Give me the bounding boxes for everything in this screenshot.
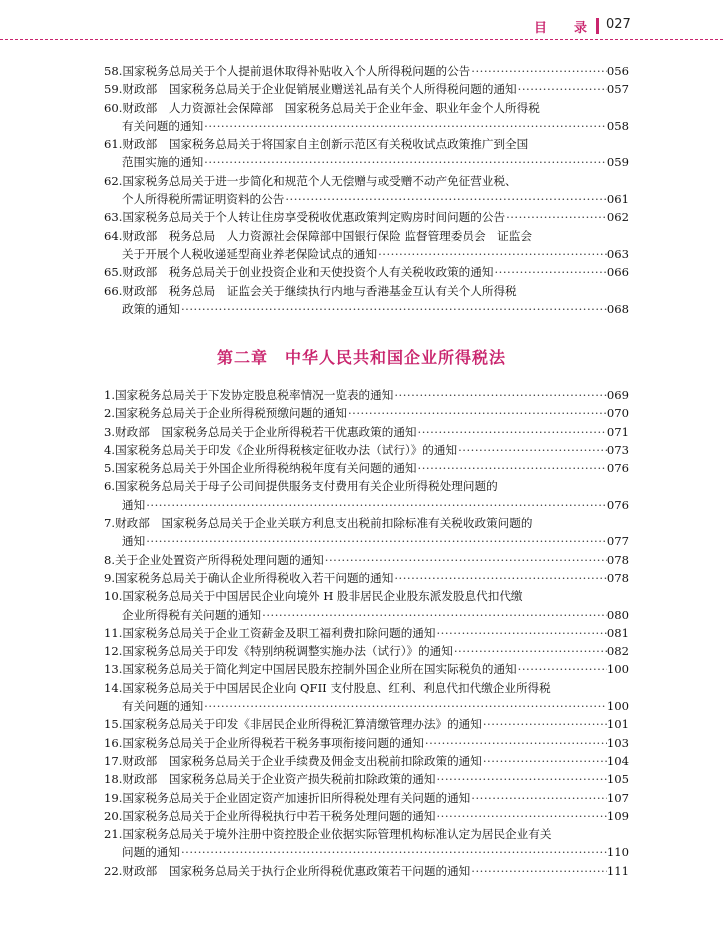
toc-entry-number: 13. — [104, 662, 123, 677]
toc-entry-title: 国家税务总局关于企业工资薪金及职工福利费扣除问题的通知 — [122, 625, 436, 640]
toc-entry-title: 财政部 税务总局 人力资源社会保障部中国银行保险 监督管理委员会 证监会 — [122, 228, 532, 243]
toc-entry-line — [104, 514, 629, 532]
dot-leader — [470, 62, 607, 80]
toc-entry-number: 20. — [104, 808, 123, 823]
toc-entry[interactable] — [104, 825, 629, 862]
toc-entry-page: 058 — [606, 118, 629, 133]
toc-entry-page: 073 — [606, 442, 629, 457]
toc-entry-title: 政策的通知 — [122, 301, 180, 316]
toc-entry-number: 9. — [104, 570, 116, 585]
toc-entry-page: 107 — [606, 790, 629, 805]
toc-entry-line — [104, 80, 629, 98]
toc-entry-number: 10. — [104, 589, 123, 604]
toc-entry-number: 8. — [104, 552, 116, 567]
toc-entry-line — [104, 587, 629, 605]
toc-entry-title: 财政部 国家税务总局关于企业关联方利息支出税前扣除标准有关税收政策问题的 — [115, 516, 533, 531]
dot-leader — [470, 862, 607, 880]
page-number: 027 — [606, 17, 631, 32]
toc-entry-page: 110 — [606, 845, 629, 860]
toc-entry-page: 081 — [606, 625, 629, 640]
toc-entry-continuation — [104, 496, 629, 514]
toc-entry-continuation — [104, 153, 629, 171]
toc-entry-number: 14. — [104, 680, 123, 695]
dot-leader — [470, 789, 607, 807]
toc-entry[interactable] — [104, 734, 629, 752]
toc-entry-number: 22. — [104, 863, 123, 878]
toc-entry-page: 076 — [606, 497, 629, 512]
toc-entry[interactable] — [104, 282, 629, 319]
toc-entry-page: 078 — [606, 552, 629, 567]
toc-section-chapter2 — [104, 386, 629, 880]
toc-entry[interactable] — [104, 679, 629, 716]
dot-leader — [436, 770, 607, 788]
toc-entry-title: 通知 — [122, 534, 146, 549]
toc-entry-line — [104, 423, 629, 441]
toc-entry[interactable] — [104, 770, 629, 788]
toc-entry-title: 财政部 人力资源社会保障部 国家税务总局关于企业年金、职业年金个人所得税 — [122, 100, 540, 115]
toc-entry[interactable] — [104, 172, 629, 209]
dot-leader — [261, 606, 607, 624]
toc-entry-title: 个人所得税所需证明资料的公告 — [122, 192, 285, 207]
toc-entry[interactable] — [104, 404, 629, 422]
toc-entry-page: 100 — [606, 662, 629, 677]
toc-section-chapter1-tail — [104, 62, 629, 318]
dot-leader — [393, 386, 607, 404]
dot-leader — [436, 624, 607, 642]
toc-entry-title: 国家税务总局关于企业所得税预缴问题的通知 — [115, 406, 347, 421]
toc-entry-page: 063 — [606, 246, 629, 261]
dot-leader — [517, 80, 607, 98]
toc-entry[interactable] — [104, 862, 629, 880]
toc-entry-number: 1. — [104, 388, 116, 402]
toc-entry-title: 问题的通知 — [122, 845, 180, 860]
toc-entry-page: 057 — [606, 82, 629, 97]
toc-entry-number: 60. — [104, 100, 123, 115]
toc-entry-number: 4. — [104, 442, 116, 457]
toc-entry[interactable] — [104, 423, 629, 441]
toc-entry-number: 63. — [104, 210, 123, 225]
dot-leader — [324, 551, 607, 569]
toc-entry[interactable] — [104, 99, 629, 136]
toc-entry-title: 财政部 国家税务总局关于企业所得税若干优惠政策的通知 — [115, 424, 417, 439]
toc-entry-page: 068 — [606, 301, 629, 316]
toc-entry-page: 105 — [606, 772, 629, 787]
toc-entry-page: 103 — [606, 735, 629, 750]
toc-entry-page: 109 — [606, 808, 629, 823]
toc-entry-title: 国家税务总局关于境外注册中资控股企业依据实际管理机构标准认定为居民企业有关 — [122, 827, 552, 842]
toc-entry[interactable] — [104, 587, 629, 624]
toc-entry-line — [104, 862, 629, 880]
toc-entry-line — [104, 770, 629, 788]
header-divider — [0, 39, 723, 40]
toc-entry-title: 国家税务总局关于母子公司间提供服务支付费用有关企业所得税处理问题的 — [115, 479, 498, 494]
toc-entry-title: 有关问题的通知 — [122, 699, 204, 714]
dot-leader — [417, 459, 607, 477]
toc-entry-line — [104, 642, 629, 660]
toc-entry-number: 59. — [104, 82, 123, 97]
toc-entry-line — [104, 282, 629, 300]
toc-entry-number: 7. — [104, 516, 116, 531]
toc-entry-title: 关于开展个人税收递延型商业养老保险试点的通知 — [122, 246, 378, 261]
dot-leader — [453, 642, 607, 660]
toc-entry-line — [104, 807, 629, 825]
toc-entry-title: 国家税务总局关于外国企业所得税纳税年度有关问题的通知 — [115, 461, 417, 476]
toc-entry-line — [104, 660, 629, 678]
toc-entry-line — [104, 441, 629, 459]
dot-leader — [482, 752, 607, 770]
toc-entry-title: 国家税务总局关于印发《企业所得税核定征收办法（试行）》的通知 — [115, 442, 458, 457]
toc-entry-number: 61. — [104, 137, 123, 152]
toc-entry-line — [104, 172, 629, 190]
toc-entry[interactable] — [104, 208, 629, 226]
toc-entry-page: 061 — [606, 192, 629, 207]
toc-entry[interactable] — [104, 441, 629, 459]
chapter-title: 第二章 中华人民共和国企业所得税法 — [216, 348, 506, 367]
toc-entry[interactable] — [104, 752, 629, 770]
toc-entry-number: 17. — [104, 753, 123, 768]
toc-entry-line — [104, 263, 629, 281]
toc-entry-title: 国家税务总局关于进一步简化和规范个人无偿赠与或受赠不动产免征营业税、 — [122, 173, 517, 188]
toc-entry-number: 66. — [104, 283, 123, 298]
toc-entry-line — [104, 569, 629, 587]
toc-entry-line — [104, 752, 629, 770]
toc-entry-continuation — [104, 843, 629, 861]
dot-leader — [417, 423, 607, 441]
toc-entry-number: 2. — [104, 406, 116, 421]
dot-leader — [180, 300, 607, 318]
toc-entry-line — [104, 99, 629, 117]
dot-leader — [377, 245, 607, 263]
dot-leader — [393, 569, 607, 587]
toc-entry[interactable] — [104, 624, 629, 642]
toc-entry-continuation — [104, 532, 629, 550]
toc-entry-title: 国家税务总局关于企业所得税执行中若干税务处理问题的通知 — [122, 808, 436, 823]
dot-leader — [505, 208, 607, 226]
toc-entry[interactable] — [104, 807, 629, 825]
toc-entry-page: 077 — [606, 534, 629, 549]
toc-entry-line — [104, 715, 629, 733]
toc-entry-title: 财政部 税务总局 证监会关于继续执行内地与香港基金互认有关个人所得税 — [122, 283, 517, 298]
toc-entry-number: 21. — [104, 827, 123, 842]
toc-entry[interactable] — [104, 263, 629, 281]
toc-entry-number: 58. — [104, 64, 123, 78]
toc-entry-line — [104, 404, 629, 422]
toc-entry-number: 65. — [104, 265, 123, 280]
toc-entry-page: 062 — [606, 210, 629, 225]
toc-entry-continuation — [104, 117, 629, 135]
toc-entry-line — [104, 679, 629, 697]
dot-leader — [347, 404, 607, 422]
toc-entry-title: 财政部 国家税务总局关于企业促销展业赠送礼品有关个人所得税问题的通知 — [122, 82, 517, 97]
toc-entry-number: 16. — [104, 735, 123, 750]
toc-entry-page: 082 — [606, 644, 629, 659]
toc-entry[interactable] — [104, 227, 629, 264]
toc-entry-continuation — [104, 245, 629, 263]
toc-entry-number: 3. — [104, 424, 116, 439]
toc-entry-continuation — [104, 190, 629, 208]
toc-entry-line — [104, 227, 629, 245]
toc-entry-number: 11. — [104, 625, 123, 640]
toc-entry[interactable] — [104, 477, 629, 514]
dot-leader — [424, 734, 607, 752]
toc-entry-line — [104, 789, 629, 807]
toc-entry-line — [104, 825, 629, 843]
dot-leader — [482, 715, 607, 733]
toc-entry-page: 100 — [606, 699, 629, 714]
toc-entry-line — [104, 477, 629, 495]
toc-entry-title: 财政部 国家税务总局关于企业手续费及佣金支出税前扣除政策的通知 — [122, 753, 482, 768]
dot-leader — [284, 190, 607, 208]
toc-entry-number: 5. — [104, 461, 116, 476]
toc-entry-page: 104 — [606, 753, 629, 768]
toc-entry-title: 国家税务总局关于个人提前退休取得补贴收入个人所得税问题的公告 — [122, 64, 471, 78]
toc-entry-page: 076 — [606, 461, 629, 476]
toc-entry[interactable] — [104, 569, 629, 587]
dot-leader — [203, 153, 607, 171]
toc-entry-page: 101 — [606, 717, 629, 732]
toc-entry[interactable] — [104, 386, 629, 404]
toc-entry-continuation — [104, 606, 629, 624]
toc-entry[interactable] — [104, 135, 629, 172]
toc-entry-line — [104, 734, 629, 752]
toc-entry[interactable] — [104, 551, 629, 569]
toc-entry-page: 056 — [606, 64, 629, 78]
toc-entry-continuation — [104, 697, 629, 715]
toc-entry-number: 64. — [104, 228, 123, 243]
dot-leader — [203, 697, 607, 715]
toc-entry[interactable] — [104, 514, 629, 551]
toc-entry-page: 066 — [606, 265, 629, 280]
dot-leader — [145, 532, 607, 550]
toc-entry-page: 069 — [606, 388, 629, 402]
toc-entry-page: 070 — [606, 406, 629, 421]
toc-entry-line — [104, 386, 629, 404]
toc-entry[interactable] — [104, 62, 629, 80]
toc-entry-page: 111 — [606, 863, 629, 878]
toc-entry-title: 国家税务总局关于企业固定资产加速折旧所得税处理有关问题的通知 — [122, 790, 471, 805]
toc-entry-title: 国家税务总局关于中国居民企业向境外 H 股非居民企业股东派发股息代扣代缴 — [122, 589, 523, 604]
toc-entry-number: 19. — [104, 790, 123, 805]
toc-entry-line — [104, 62, 629, 80]
toc-entry[interactable] — [104, 459, 629, 477]
toc-entry-number: 12. — [104, 644, 123, 659]
toc-entry-line — [104, 551, 629, 569]
toc-entry-number: 62. — [104, 173, 123, 188]
dot-leader — [145, 496, 607, 514]
toc-entry-title: 国家税务总局关于印发《特别纳税调整实施办法（试行）》的通知 — [122, 644, 453, 659]
toc-entry-page: 059 — [606, 155, 629, 170]
dot-leader — [180, 843, 607, 861]
toc-entry-line — [104, 459, 629, 477]
toc-entry-title: 国家税务总局关于简化判定中国居民股东控制外国企业所在国实际税负的通知 — [122, 662, 517, 677]
toc-entry-number: 6. — [104, 479, 116, 494]
header-label-mu: 目 — [534, 21, 548, 36]
dot-leader — [493, 263, 606, 281]
toc-entry[interactable] — [104, 789, 629, 807]
toc-entry-title: 通知 — [122, 497, 146, 512]
toc-entry-title: 关于企业处置资产所得税处理问题的通知 — [115, 552, 324, 567]
toc-entry-title: 财政部 国家税务总局关于将国家自主创新示范区有关税收试点政策推广到全国 — [122, 137, 529, 152]
dot-leader — [517, 660, 607, 678]
toc-entry-title: 国家税务总局关于中国居民企业向 QFII 支付股息、红利、利息代扣代缴企业所得税 — [122, 680, 551, 695]
dot-leader — [457, 441, 607, 459]
dot-leader — [203, 117, 607, 135]
toc-entry-line — [104, 208, 629, 226]
toc-entry-line — [104, 624, 629, 642]
toc-entry-continuation — [104, 300, 629, 318]
toc-entry[interactable] — [104, 80, 629, 98]
toc-entry-title: 有关问题的通知 — [122, 118, 204, 133]
toc-entry-number: 18. — [104, 772, 123, 787]
toc-entry-title: 国家税务总局关于个人转让住房享受税收优惠政策判定购房时间问题的公告 — [122, 210, 506, 225]
toc-entry[interactable] — [104, 715, 629, 733]
toc-entry[interactable] — [104, 642, 629, 660]
toc-entry-title: 国家税务总局关于印发《非居民企业所得税汇算清缴管理办法》的通知 — [122, 717, 482, 732]
header-accent-bar — [596, 18, 599, 34]
toc-entry-page: 078 — [606, 570, 629, 585]
toc-entry-title: 财政部 国家税务总局关于执行企业所得税优惠政策若干问题的通知 — [122, 863, 471, 878]
dot-leader — [436, 807, 607, 825]
toc-entry-page: 071 — [606, 424, 629, 439]
toc-entry-number: 15. — [104, 717, 123, 732]
toc-entry-title: 国家税务总局关于确认企业所得税收入若干问题的通知 — [115, 570, 394, 585]
toc-entry-title: 企业所得税有关问题的通知 — [122, 607, 262, 622]
toc-entry[interactable] — [104, 660, 629, 678]
toc-entry-title: 国家税务总局关于下发协定股息税率情况一览表的通知 — [115, 388, 394, 402]
toc-entry-title: 国家税务总局关于企业所得税若干税务事项衔接问题的通知 — [122, 735, 424, 750]
toc-entry-line — [104, 135, 629, 153]
toc-entry-title: 财政部 国家税务总局关于企业资产损失税前扣除政策的通知 — [122, 772, 436, 787]
header-label-lu: 录 — [574, 21, 588, 36]
toc-entry-title: 财政部 税务总局关于创业投资企业和天使投资个人有关税收政策的通知 — [122, 265, 494, 280]
toc-entry-title: 范围实施的通知 — [122, 155, 204, 170]
toc-entry-page: 080 — [606, 607, 629, 622]
